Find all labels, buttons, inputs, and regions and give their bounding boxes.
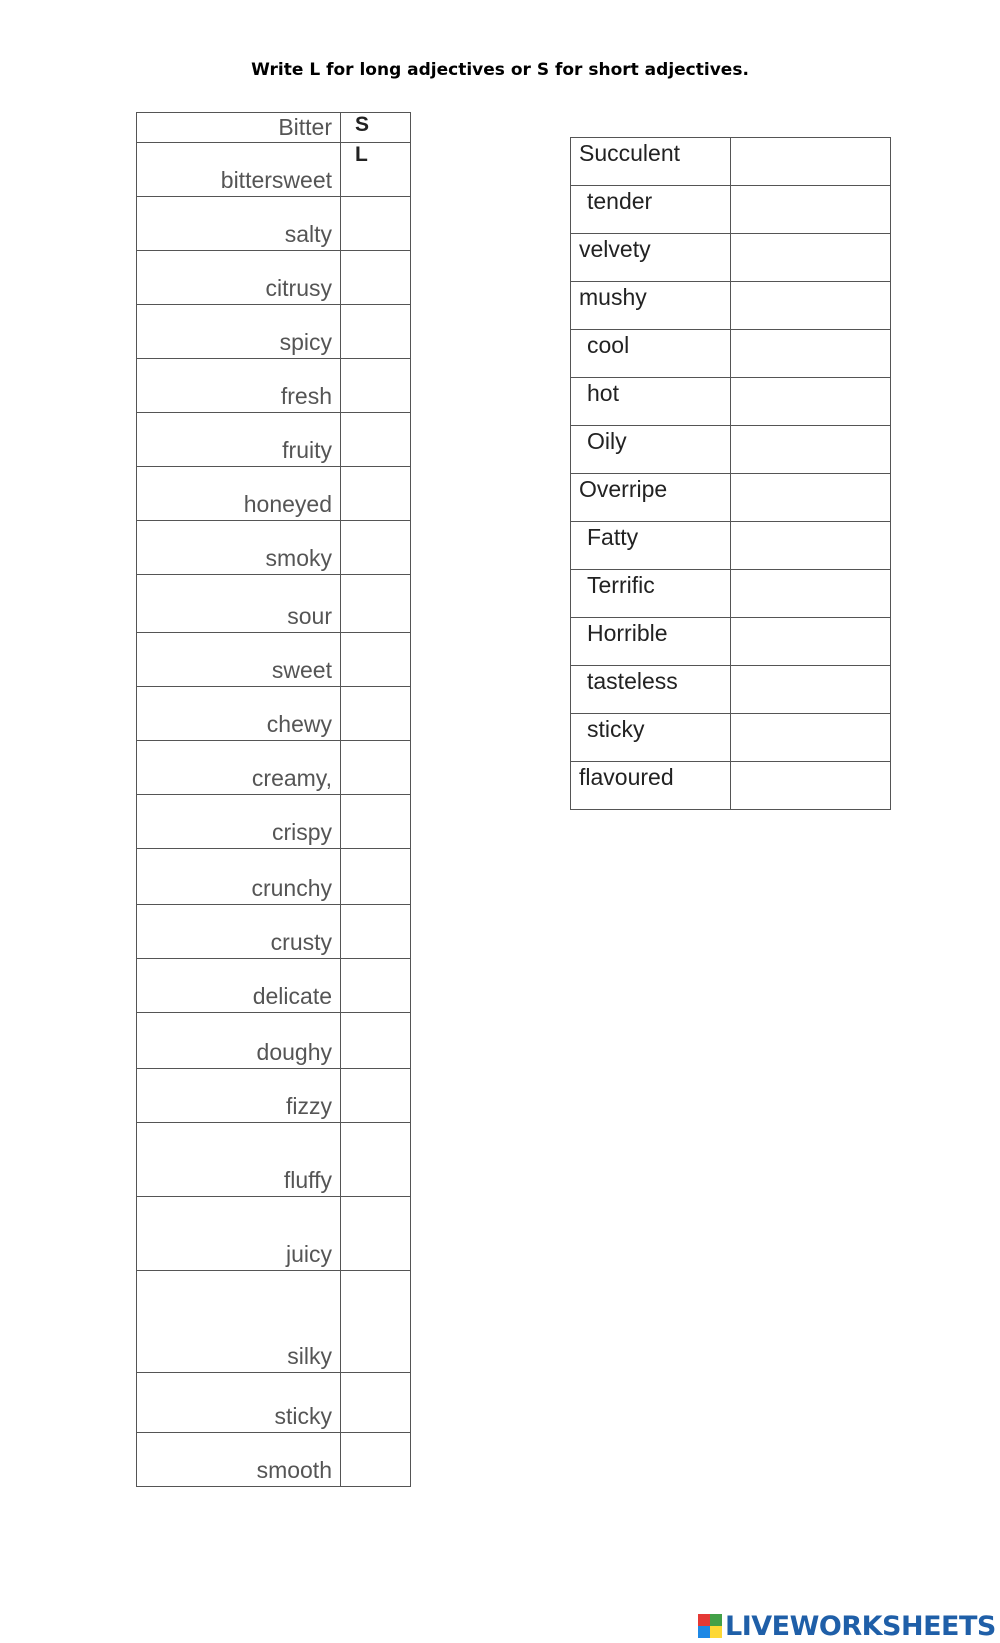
table-row — [571, 474, 891, 522]
table-row — [137, 1013, 411, 1069]
adjective-cell: mushy — [571, 282, 731, 330]
adjective-cell: crusty — [137, 905, 341, 959]
adjective-cell: Fatty — [571, 522, 731, 570]
adjective-cell: fizzy — [137, 1069, 341, 1123]
answer-cell[interactable] — [731, 378, 891, 426]
adjective-cell: flavoured — [571, 762, 731, 810]
table-row — [137, 741, 411, 795]
adjective-cell: citrusy — [137, 251, 341, 305]
table-row — [137, 305, 411, 359]
adjective-cell: honeyed — [137, 467, 341, 521]
answer-cell[interactable] — [341, 1433, 411, 1487]
answer-cell[interactable] — [731, 522, 891, 570]
answer-cell[interactable] — [731, 570, 891, 618]
table-row — [137, 1069, 411, 1123]
answer-cell[interactable]: S — [341, 113, 411, 143]
table-row — [571, 330, 891, 378]
table-row — [137, 1123, 411, 1197]
table-row — [137, 1271, 411, 1373]
adjective-cell: sour — [137, 575, 341, 633]
adjective-cell: Horrible — [571, 618, 731, 666]
answer-cell[interactable] — [731, 426, 891, 474]
answer-cell[interactable] — [731, 762, 891, 810]
table-row — [137, 521, 411, 575]
table-row — [137, 1197, 411, 1271]
adjective-cell: creamy, — [137, 741, 341, 795]
answer-cell[interactable] — [341, 1069, 411, 1123]
adjective-cell: Oily — [571, 426, 731, 474]
answer-cell[interactable] — [731, 234, 891, 282]
adjective-cell: tender — [571, 186, 731, 234]
answer-cell[interactable] — [341, 1373, 411, 1433]
table-row — [137, 143, 411, 197]
table-row — [137, 633, 411, 687]
answer-cell[interactable] — [341, 1013, 411, 1069]
table-row — [137, 359, 411, 413]
adjective-cell: Overripe — [571, 474, 731, 522]
table-row — [571, 570, 891, 618]
table-row — [571, 762, 891, 810]
table-row — [137, 197, 411, 251]
table-row — [137, 849, 411, 905]
adjective-cell: silky — [137, 1271, 341, 1373]
answer-cell[interactable] — [341, 359, 411, 413]
adjective-cell: sticky — [571, 714, 731, 762]
answer-cell[interactable] — [731, 138, 891, 186]
answer-cell[interactable] — [341, 251, 411, 305]
answer-cell[interactable] — [731, 714, 891, 762]
answer-cell[interactable] — [341, 413, 411, 467]
answer-cell[interactable] — [731, 186, 891, 234]
answer-cell[interactable] — [341, 467, 411, 521]
table-row — [137, 687, 411, 741]
adjective-cell: fruity — [137, 413, 341, 467]
answer-cell[interactable] — [341, 687, 411, 741]
table-row — [137, 795, 411, 849]
answer-cell[interactable] — [341, 305, 411, 359]
table-row — [571, 522, 891, 570]
table-row — [571, 138, 891, 186]
table-row — [571, 234, 891, 282]
instructions-heading: Write L for long adjectives or S for short adjectives. — [251, 60, 749, 80]
answer-cell[interactable] — [341, 741, 411, 795]
adjective-cell: salty — [137, 197, 341, 251]
answer-cell[interactable] — [731, 618, 891, 666]
adjective-cell: Succulent — [571, 138, 731, 186]
answer-cell[interactable] — [341, 1271, 411, 1373]
adjective-cell: spicy — [137, 305, 341, 359]
adjective-cell: tasteless — [571, 666, 731, 714]
adjective-cell: crispy — [137, 795, 341, 849]
adjective-cell: crunchy — [137, 849, 341, 905]
table-row — [571, 186, 891, 234]
adjective-cell: Terrific — [571, 570, 731, 618]
liveworksheets-logo — [698, 1611, 996, 1641]
adjective-cell: fresh — [137, 359, 341, 413]
adjective-cell: chewy — [137, 687, 341, 741]
table-row — [137, 113, 411, 143]
table-row — [571, 282, 891, 330]
table-row — [137, 1433, 411, 1487]
adjective-cell: doughy — [137, 1013, 341, 1069]
answer-cell[interactable] — [341, 633, 411, 687]
answer-cell[interactable] — [341, 521, 411, 575]
adjective-cell: velvety — [571, 234, 731, 282]
answer-cell[interactable] — [341, 905, 411, 959]
table-row — [137, 467, 411, 521]
table-row — [137, 1373, 411, 1433]
answer-cell[interactable] — [731, 666, 891, 714]
adjective-cell: smoky — [137, 521, 341, 575]
adjective-cell: hot — [571, 378, 731, 426]
left-adjective-table — [136, 112, 411, 1487]
table-row — [137, 413, 411, 467]
answer-cell[interactable] — [341, 197, 411, 251]
adjective-cell: delicate — [137, 959, 341, 1013]
adjective-cell: juicy — [137, 1197, 341, 1271]
adjective-cell: cool — [571, 330, 731, 378]
table-row — [137, 575, 411, 633]
liveworksheets-logo-icon — [698, 1614, 722, 1638]
table-row — [571, 378, 891, 426]
adjective-cell: smooth — [137, 1433, 341, 1487]
answer-cell[interactable] — [731, 282, 891, 330]
adjective-cell: fluffy — [137, 1123, 341, 1197]
table-row — [137, 959, 411, 1013]
answer-cell[interactable] — [731, 474, 891, 522]
table-row — [571, 426, 891, 474]
answer-cell[interactable] — [341, 1197, 411, 1271]
table-row — [571, 618, 891, 666]
answer-cell[interactable] — [341, 795, 411, 849]
table-row — [137, 251, 411, 305]
table-row — [571, 714, 891, 762]
adjective-cell: Bitter — [137, 113, 341, 143]
table-row — [137, 905, 411, 959]
right-adjective-table — [570, 137, 891, 810]
answer-cell[interactable] — [341, 849, 411, 905]
answer-cell[interactable] — [341, 575, 411, 633]
table-row — [571, 666, 891, 714]
answer-cell[interactable] — [731, 330, 891, 378]
logo-text: LIVEWORKSHEETS — [725, 1610, 996, 1642]
answer-cell[interactable]: L — [341, 143, 411, 197]
answer-cell[interactable] — [341, 1123, 411, 1197]
adjective-cell: bittersweet — [137, 143, 341, 197]
adjective-cell: sticky — [137, 1373, 341, 1433]
adjective-cell: sweet — [137, 633, 341, 687]
answer-cell[interactable] — [341, 959, 411, 1013]
